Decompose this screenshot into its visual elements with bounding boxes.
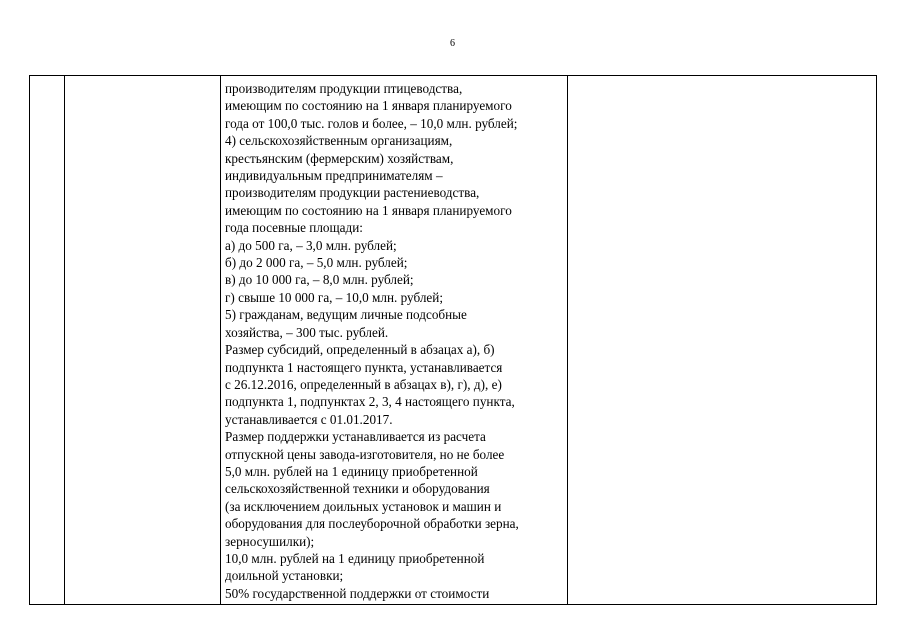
description-line: Размер субсидий, определенный в абзацах а), б)	[225, 342, 495, 358]
description-line: доильной установки;	[225, 568, 344, 584]
table-row	[30, 76, 877, 605]
description-line: отпускной цены завода-изготовителя, но не более	[225, 446, 505, 462]
description-line: (за исключением доильных установок и машин и	[225, 498, 502, 514]
description-line: подпункта 1, подпунктах 2, 3, 4 настоящего пункта,	[225, 394, 515, 410]
description-line: с 26.12.2016, определенный в абзацах в), г), д), е)	[225, 376, 502, 392]
description-line: имеющим по состоянию на 1 января планируемого	[225, 98, 512, 114]
description-line: г) свыше 10 000 га, – 10,0 млн. рублей;	[225, 289, 443, 305]
document-table	[29, 75, 877, 605]
description-line: Размер поддержки устанавливается из расчета	[225, 429, 486, 445]
description-line: года посевные площади:	[225, 220, 363, 236]
table-cell-name	[65, 76, 221, 605]
description-line: производителям продукции птицеводства,	[225, 81, 463, 96]
description-line: производителям продукции растениеводства,	[225, 185, 480, 201]
page-number: 6	[450, 38, 455, 49]
description-line: в) до 10 000 га, – 8,0 млн. рублей;	[225, 272, 414, 288]
description-line: 50% государственной поддержки от стоимости	[225, 585, 490, 601]
description-line: 10,0 млн. рублей на 1 единицу приобретенной	[225, 550, 485, 566]
description-line: подпункта 1 настоящего пункта, устанавливается	[225, 359, 503, 375]
description-line: устанавливается с 01.01.2017.	[225, 411, 393, 427]
description-line: оборудования для послеуборочной обработки зерна,	[225, 516, 519, 532]
description-text	[221, 76, 567, 602]
description-line: 5) гражданам, ведущим личные подсобные	[225, 307, 467, 323]
description-line: зерносушилки);	[225, 533, 315, 549]
table-cell-number	[30, 76, 65, 605]
table-cell-notes	[568, 76, 877, 605]
description-line: 5,0 млн. рублей на 1 единицу приобретенной	[225, 463, 478, 479]
description-line: крестьянским (фермерским) хозяйствам,	[225, 150, 454, 166]
description-line: года от 100,0 тыс. голов и более, – 10,0 млн. рублей;	[225, 115, 518, 131]
description-line: имеющим по состоянию на 1 января планируемого	[225, 202, 512, 218]
description-line: хозяйства, – 300 тыс. рублей.	[225, 324, 389, 340]
description-line: 4) сельскохозяйственным организациям,	[225, 133, 453, 149]
table-cell-description	[221, 76, 568, 605]
description-line: индивидуальным предпринимателям –	[225, 168, 443, 184]
description-line: а) до 500 га, – 3,0 млн. рублей;	[225, 237, 397, 253]
description-line: сельскохозяйственной техники и оборудования	[225, 481, 490, 497]
description-line: б) до 2 000 га, – 5,0 млн. рублей;	[225, 255, 408, 271]
